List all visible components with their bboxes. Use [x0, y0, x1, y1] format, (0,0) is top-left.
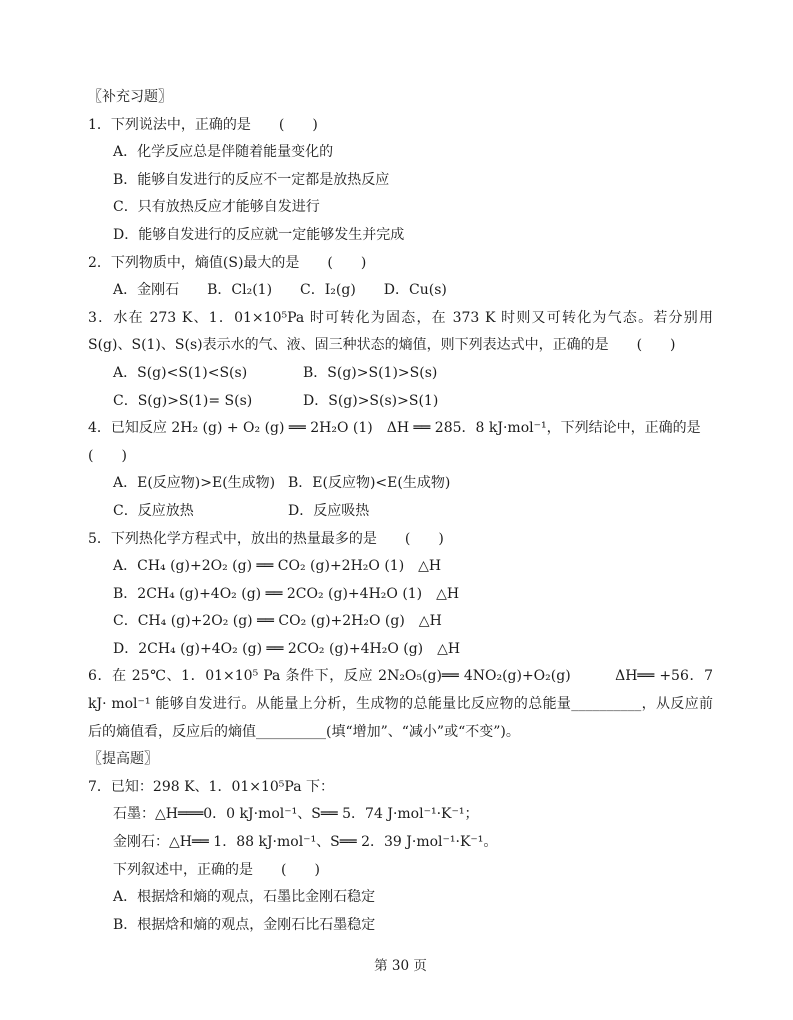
q3-option-a: A．S(g)<S(1)<S(s) [113, 364, 248, 381]
q2-option-d: D．Cu(s) [383, 282, 447, 299]
q4-options-row-1 [88, 470, 713, 498]
q2-option-c: C．I₂(g) [300, 282, 356, 299]
q3-option-d: D．S(g)>S(s)>S(1) [303, 392, 439, 409]
q3-options-row-2 [88, 388, 713, 416]
q3-options-row-1 [88, 360, 713, 388]
q1-option-d: D．能够自发进行的反应就一定能够发生并完成 [113, 226, 405, 243]
q2-stem: 2．下列物质中，熵值(S)最大的是 ( ) [88, 254, 367, 271]
q7-option-b: B．根据焓和熵的观点，金刚石比石墨稳定 [113, 916, 376, 933]
q7-intro: 7．已知：298 K、1．01×10⁵Pa 下： [88, 778, 335, 795]
q7-option-a: A．根据焓和熵的观点，石墨比金刚石稳定 [113, 889, 376, 906]
supplement-section-header: 〖补充习题〗 [88, 89, 172, 105]
q3-option-c: C．S(g)>S(1)= S(s) [113, 392, 253, 409]
q5-option-d: D．2CH₄ (g)+4O₂ (g) ══ 2CO₂ (g)+4H₂O (g) △H [113, 640, 461, 657]
q4-option-a: A．E(反应物)>E(生成物) [113, 475, 276, 492]
q1-option-c: C．只有放热反应才能够自发进行 [113, 199, 320, 216]
q7-diamond-data: 金刚石：△H══ 1．88 kJ·mol⁻¹、S══ 2．39 J·mol⁻¹·K⁻¹。 [113, 834, 498, 851]
q4-option-c: C．反应放热 [113, 502, 194, 519]
q5-stem: 5．下列热化学方程式中，放出的热量最多的是 ( ) [88, 530, 444, 547]
q1-stem: 1．下列说法中，正确的是 ( ) [88, 116, 318, 133]
q2-option-b: B．Cl₂(1) [207, 282, 273, 299]
q1-option-b: B．能够自发进行的反应不一定都是放热反应 [113, 171, 390, 188]
q3-option-b: B．S(g)>S(1)>S(s) [303, 364, 438, 381]
q5-option-b: B．2CH₄ (g)+4O₂ (g) ══ 2CO₂ (g)+4H₂O (1) △H [113, 585, 460, 602]
q7-ask: 下列叙述中，正确的是 ( ) [113, 861, 320, 878]
q5-option-c: C．CH₄ (g)+2O₂ (g) ══ CO₂ (g)+2H₂O (g) △H [113, 613, 442, 630]
q6-text: 6．在 25℃、1．01×10⁵ Pa 条件下，反应 2N₂O₅(g)══ 4NO₂(g)+O₂(g) ΔH══ +56．7 kJ· mol⁻¹ 能够自发进行。从能量上分析，生成物的总能量比反应物的总能量__________，从反应前后的熵值看，反应后的熵值__________(填“增加”、“减小”或“不变”)。 [88, 668, 718, 740]
q4-stem: 4．已知反应 2H₂ (g) + O₂ (g) ══ 2H₂O (1) ΔH ══ 285．8 kJ·mol⁻¹，下列结论中，正确的是 ( ) [88, 420, 729, 464]
q7-graphite-data: 石墨：△H═══0．0 kJ·mol⁻¹、S══ 5．74 J·mol⁻¹·K⁻¹； [113, 806, 479, 823]
q5-option-a: A．CH₄ (g)+2O₂ (g) ══ CO₂ (g)+2H₂O (1) △H [113, 558, 442, 575]
q2-options-row [88, 277, 713, 305]
q4-option-d: D．反应吸热 [288, 502, 370, 519]
q2-option-a: A．金刚石 [113, 282, 180, 299]
page-number: 第 30 页 [374, 958, 427, 975]
q4-options-row-2 [88, 498, 713, 526]
q1-option-a: A．化学反应总是伴随着能量变化的 [113, 144, 334, 161]
q4-option-b: B．E(反应物)<E(生成物) [288, 475, 451, 492]
q3-stem: 3．水在 273 K、1．01×10⁵Pa 时可转化为固态，在 373 K 时则又可转化为气态。若分别用 S(g)、S(1)、S(s)表示水的气、液、固三种状态的熵值，则下列表达式中，正确的是 ( ) [88, 309, 718, 354]
advanced-section-header: 〖提高题〗 [88, 751, 158, 768]
